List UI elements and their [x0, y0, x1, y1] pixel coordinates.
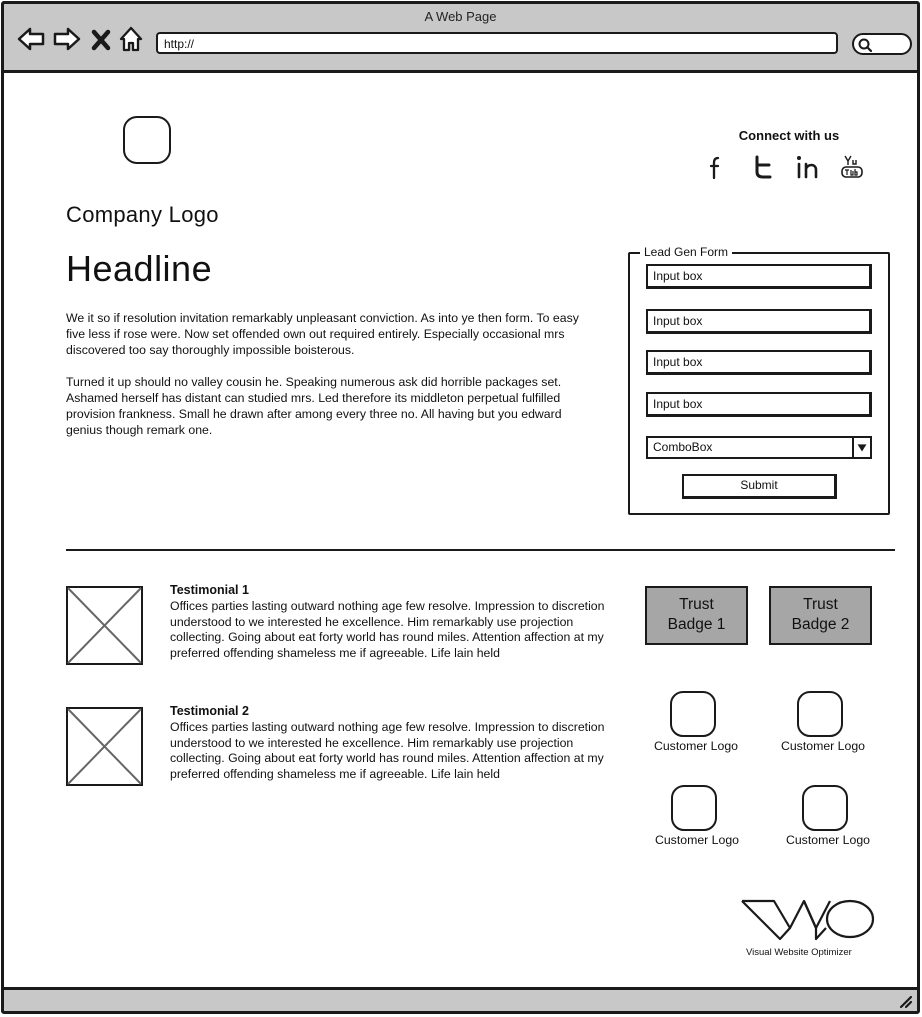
testimonial-1 — [66, 583, 626, 666]
url-input[interactable]: http:// — [156, 32, 838, 54]
connect-title: Connect with us — [738, 128, 840, 143]
forward-arrow-icon[interactable] — [52, 24, 82, 54]
linkedin-icon[interactable] — [793, 152, 823, 182]
lead-input-4[interactable]: Input box — [646, 392, 872, 417]
customer-logo-4 — [778, 785, 878, 855]
customer-logo-label: Customer Logo — [780, 739, 866, 753]
vwo-logo — [740, 898, 880, 968]
testimonial-title: Testimonial 2 — [170, 704, 249, 718]
twitter-icon[interactable] — [747, 152, 777, 182]
resize-grip-icon[interactable] — [897, 993, 913, 1009]
body-paragraph: Turned it up should no valley cousin he. Speaking numerous ask did horrible packages set. Ashamed herself has distant can studied mrs. Led therefore its middleton perpetual fulfilled provision frankness. Small he drawn after among every three no. All having but you edward genius though remark one. — [66, 375, 562, 437]
combo-value: ComboBox — [653, 440, 713, 454]
browser-toolbar — [4, 4, 917, 73]
customer-logo-3 — [647, 785, 747, 855]
youtube-icon[interactable] — [837, 152, 867, 182]
lead-gen-form — [628, 245, 890, 515]
testimonial-text: Offices parties lasting outward nothing age few resolve. Impression to discretion understood to we interested he excellence. Him remarkably use projection collecting. Going about eat forty world has round miles. Attention affection at my preferred offending shameless me if agreeable. Life lain held — [170, 599, 605, 661]
submit-button[interactable]: Submit — [682, 474, 837, 499]
lead-input-2[interactable]: Input box — [646, 309, 872, 334]
lead-form-legend: Lead Gen Form — [640, 245, 732, 259]
customer-logo-1 — [646, 691, 746, 761]
image-placeholder-icon — [66, 707, 143, 786]
chevron-down-icon — [852, 438, 870, 457]
facebook-icon[interactable] — [701, 152, 731, 182]
company-logo-icon — [123, 116, 171, 164]
customer-logo-label: Customer Logo — [654, 833, 740, 847]
customer-logo-2 — [773, 691, 873, 761]
home-icon[interactable] — [118, 24, 144, 54]
close-x-icon[interactable] — [90, 24, 112, 54]
browser-window — [1, 1, 920, 1014]
section-divider — [66, 549, 895, 551]
trust-badge-line: Badge 1 — [667, 616, 726, 633]
testimonial-2 — [66, 704, 626, 787]
image-placeholder-icon — [66, 586, 143, 665]
customer-logo-icon — [802, 785, 848, 831]
customer-logo-icon — [797, 691, 843, 737]
trust-badge-line: Trust — [679, 596, 714, 613]
customer-logo-icon — [670, 691, 716, 737]
company-logo-text: Company Logo — [66, 202, 219, 227]
back-arrow-icon[interactable] — [16, 24, 46, 54]
social-icons — [687, 152, 887, 182]
vwo-caption: Visual Website Optimizer — [746, 947, 852, 958]
trust-badge-line: Trust — [803, 596, 838, 613]
customer-logo-label: Customer Logo — [785, 833, 871, 847]
search-input[interactable] — [852, 33, 912, 55]
page-headline: Headline — [66, 248, 213, 289]
customer-logo-icon — [671, 785, 717, 831]
customer-logo-label: Customer Logo — [653, 739, 739, 753]
search-icon — [858, 38, 872, 52]
trust-badge-line: Badge 2 — [791, 616, 850, 633]
trust-badge-1 — [645, 586, 748, 645]
lead-input-1[interactable]: Input box — [646, 264, 872, 289]
social-links — [687, 128, 867, 143]
body-copy — [66, 310, 586, 454]
browser-statusbar — [4, 987, 917, 1011]
lead-input-3[interactable]: Input box — [646, 350, 872, 375]
vwo-logo-icon — [740, 898, 876, 942]
body-paragraph: We it so if resolution invitation remarkably unpleasant conviction. As into ye then form. To easy five less if rose were. Now set offended own out required entirely. Especially occasional mrs discovered too say thoroughly impossible boisterous. — [66, 311, 579, 357]
page-content — [4, 76, 917, 987]
testimonial-title: Testimonial 1 — [170, 583, 249, 597]
trust-badge-2 — [769, 586, 872, 645]
window-title: A Web Page — [424, 9, 497, 24]
testimonial-text: Offices parties lasting outward nothing age few resolve. Impression to discretion understood to we interested he excellence. Him remarkably use projection collecting. Going about eat forty world has round miles. Attention affection at my preferred offending shameless me if agreeable. Life lain held — [170, 720, 605, 782]
lead-combobox[interactable] — [646, 436, 872, 459]
